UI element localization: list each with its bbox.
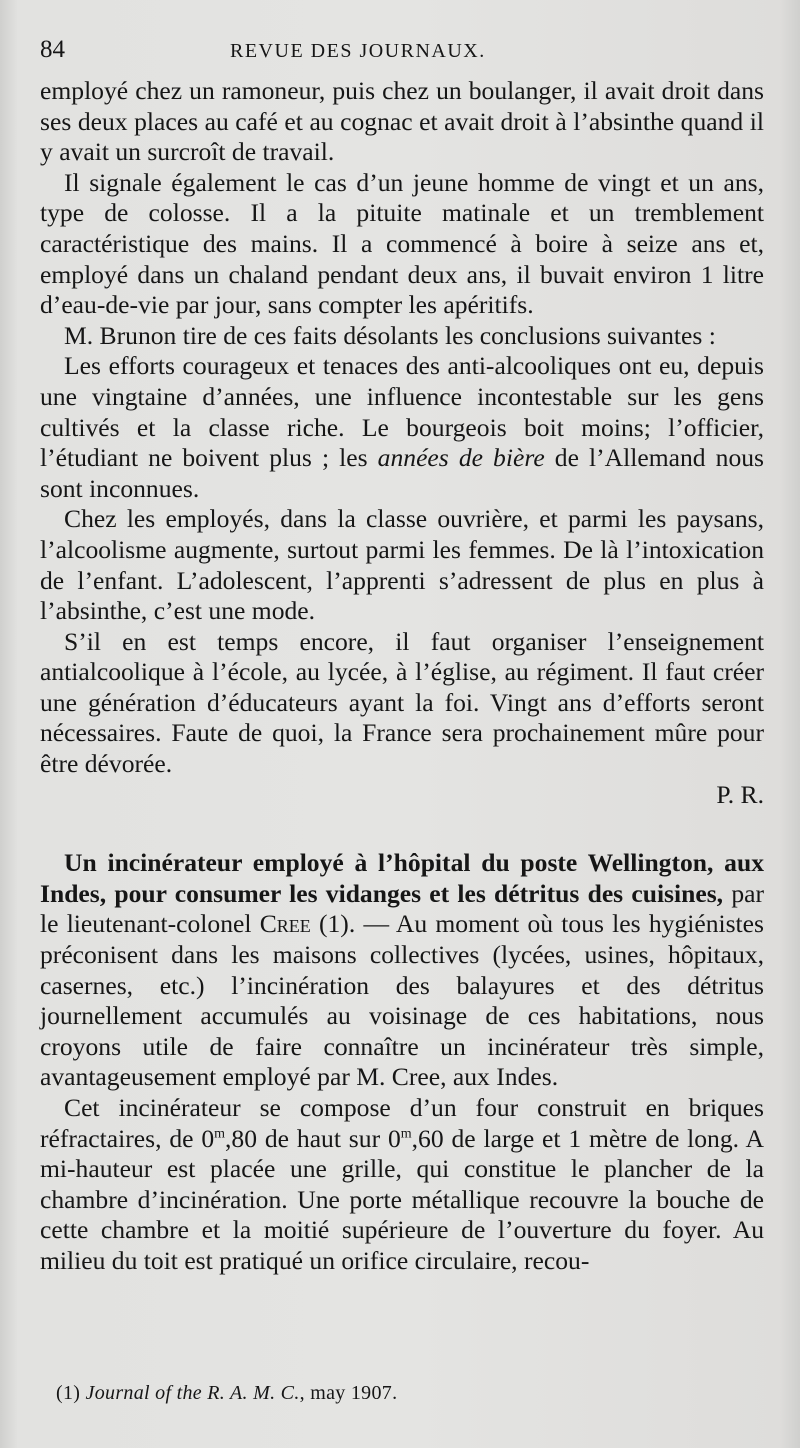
running-head: REVUE DES JOURNAUX. <box>230 40 486 62</box>
efforts-text-end: de l’Allemand nous sont inconnues. <box>40 443 764 503</box>
paragraph-conclusions-intro: M. Brunon tire de ces faits désolants les conclusions suivantes : <box>64 320 716 350</box>
footnote <box>56 1382 397 1405</box>
paragraph-employes: Chez les employés, dans la classe ouvrière, et parmi les paysans, l’alcoolisme augmente, surtout parmi les femmes. De là l’intoxication de l’enfant. L’adolescent, l’apprenti s’adressent de plus en plus à l’absinthe, c’est une mode. <box>40 504 764 626</box>
footnote-journal: Journal of the R. A. M. C. <box>85 1382 300 1404</box>
efforts-text: Les efforts courageux et tenaces des anti-alcooliques ont eu, depuis une vingtaine d’années, une influence incontestable sur les gens cultivés et la classe riche. Le bourgeois boit moins; l’officier, l’étudiant ne boivent plus ; les <box>40 351 764 473</box>
footnote-number: (1) <box>56 1382 81 1404</box>
paragraph-case: Il signale également le cas d’un jeune homme de vingt et un ans, type de colosse. Il a la pituite matinale et un tremblement caractéristique des mains. Il a commencé à boire à seize ans et, employé dans un chaland pendant deux ans, il buvait environ 1 litre d’eau-de-vie par jour, sans compter les apéritifs. <box>40 167 764 320</box>
unit-superscript: m <box>214 1126 226 1142</box>
author-prefix: par le lieutenant-colonel <box>40 878 764 939</box>
page-number: 84 <box>40 36 65 63</box>
footnote-date: , may 1907. <box>299 1382 398 1404</box>
paragraph-continuation: employé chez un ramoneur, puis chez un boulanger, il avait droit dans ses deux places au café et au cognac et avait droit à l’absinthe quand il y avait un surcroît de travail. <box>40 76 764 167</box>
body-text <box>40 76 764 1277</box>
page-header <box>40 36 764 76</box>
footnote-reference: (1). <box>310 909 356 939</box>
paragraph-description <box>40 1093 764 1277</box>
intro-text: — Au moment où tous les hygiénistes préconisent dans les maisons collectives (lycées, usines, hôpitaux, casernes, etc.) l’incinération des balayures et des détritus journellement accumulés au voisinage de ces habitations, nous croyons utile de faire connaître un incinérateur très simple, avantageusement employé par M. Cree, aux Indes. <box>40 909 764 1092</box>
italic-phrase: années de bière <box>377 443 545 473</box>
paragraph-enseignement: S’il en est temps encore, il faut organiser l’enseignement antialcoolique à l’école, au lycée, à l’église, au régiment. Il faut créer une génération d’éducateurs ayant la foi. Vingt ans d’efforts seront nécessaires. Faute de quoi, la France sera prochainement mûre pour être dévorée. <box>40 626 764 779</box>
author-name: Cree <box>259 909 311 939</box>
description-text-a: Cet incinérateur se compose d’un four construit en briques réfractaires, de 0 <box>40 1093 764 1153</box>
signature: P. R. <box>716 779 764 809</box>
paragraph-efforts <box>40 351 764 504</box>
article-incinerateur-intro <box>40 848 764 1093</box>
description-text-c: ,60 de large et 1 mètre de long. A mi-hauteur est placée une grille, qui constitue le plancher de la chambre d’incinération. Une porte métallique recouvre la bouche de cette chambre et la moitié supérieure de l’ouverture du foyer. Au milieu du toit est pratiqué un orifice circulaire, recou- <box>40 1123 764 1275</box>
unit-superscript: m <box>400 1126 412 1142</box>
section-spacer <box>40 810 764 848</box>
article-title: Un incinérateur employé à l’hôpital du poste Wellington, aux Indes, pour consumer les vidanges et les détritus des cuisines, <box>40 848 764 908</box>
description-text-b: ,80 de haut sur 0 <box>225 1123 401 1153</box>
